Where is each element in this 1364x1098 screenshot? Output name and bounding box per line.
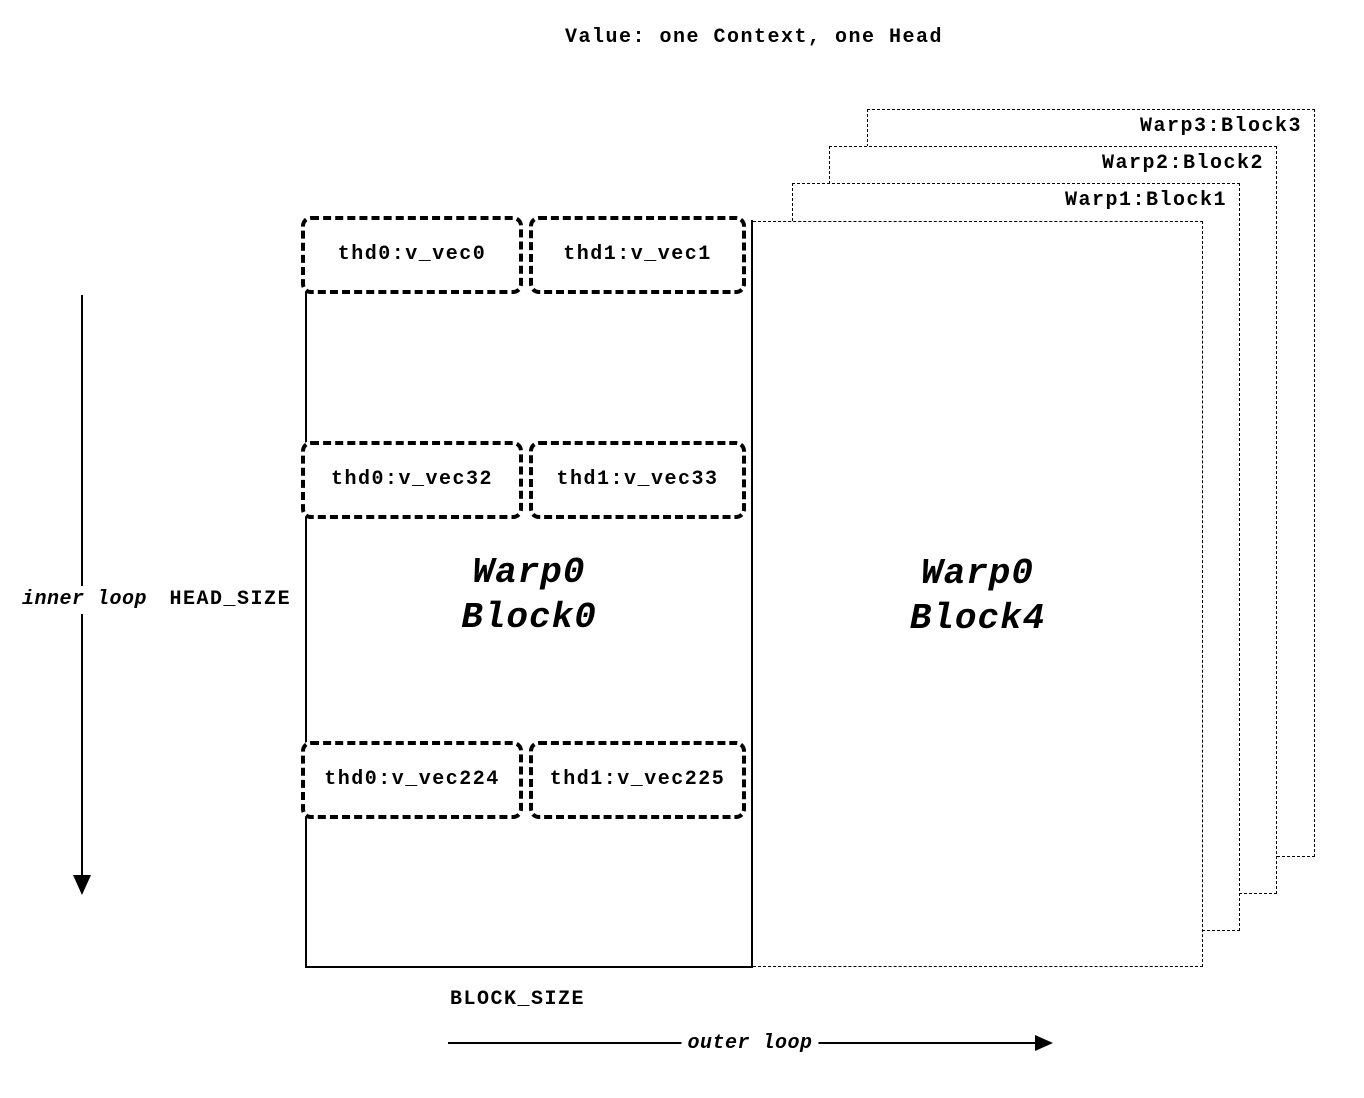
warp0-block0-box [305,220,753,968]
block-size-label: BLOCK_SIZE [450,988,586,1011]
vec-cell-label: thd0:v_vec224 [324,768,500,791]
vec-cell-thd0-v_vec32 [301,441,523,519]
inner-loop-annotation [18,586,295,614]
warp0-block4-label [753,551,1202,641]
vec-cell-label: thd1:v_vec225 [549,768,726,791]
warp0-block0-label [307,550,751,640]
warp2-block2-label: Warp2:Block2 [1101,152,1264,175]
vec-cell-label: thd1:v_vec1 [563,243,712,266]
warp0-block4-label-line2: Block4 [909,598,1046,639]
vec-cell-thd1-v_vec1 [529,216,746,294]
warp0-block4-label-line1: Warp0 [920,553,1035,594]
head-size-label: HEAD_SIZE [169,588,292,611]
inner-loop-label: inner loop [22,588,148,611]
vec-cell-thd0-v_vec0 [301,216,523,294]
vec-cell-label: thd0:v_vec0 [337,243,487,266]
vec-cell-thd1-v_vec225 [529,741,746,819]
vec-cell-thd0-v_vec224 [301,741,523,819]
vec-cell-label: thd1:v_vec33 [556,468,719,491]
warp0-block4-box [753,221,1203,967]
diagram-title: Value: one Context, one Head [564,26,944,49]
vec-cell-label: thd0:v_vec32 [330,468,494,491]
warp0-block0-label-line2: Block0 [461,597,597,638]
warp3-block3-label: Warp3:Block3 [1139,115,1302,138]
inner-loop-arrowhead-icon [73,875,91,895]
warp1-block1-label: Warp1:Block1 [1064,189,1227,212]
vec-cell-thd1-v_vec33 [529,441,746,519]
outer-loop-label: outer loop [681,1031,818,1057]
outer-loop-arrowhead-icon [1035,1035,1053,1051]
warp0-block0-label-line1: Warp0 [472,552,586,593]
